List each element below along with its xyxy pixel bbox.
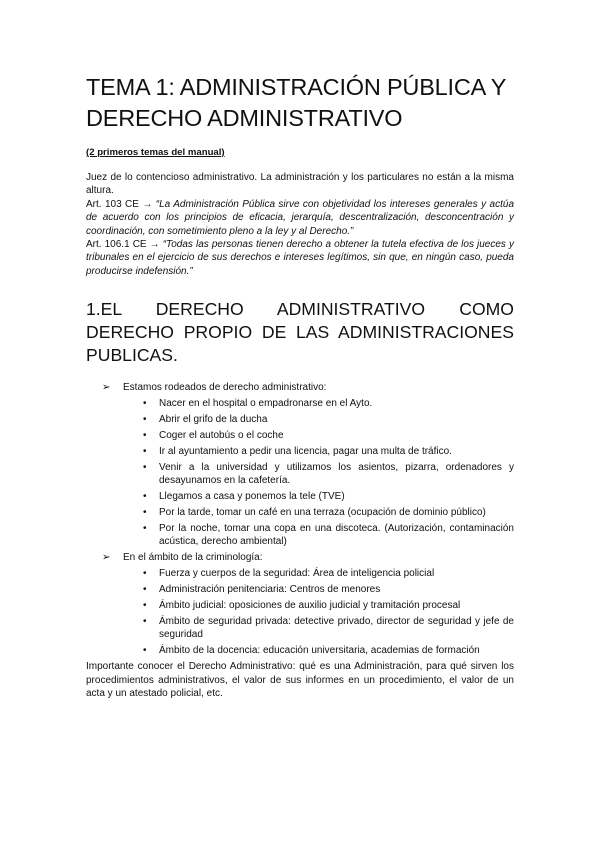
arrow-bullet-icon: ➢ [102, 552, 111, 564]
sub-list [123, 397, 514, 549]
group-criminologia [86, 551, 514, 657]
section-heading: 1.EL DERECHO ADMINISTRATIVO COMO DERECHO PROPIO DE LAS ADMINISTRACIONES PUBLICAS. [86, 299, 514, 366]
list-item [123, 490, 514, 503]
art-106-label: Art. 106.1 CE → [86, 239, 160, 251]
list-item-text: Ir al ayuntamiento a pedir una licencia, pagar una multa de tráfico. [159, 445, 452, 457]
bullet-icon: • [143, 445, 147, 457]
list-item [123, 615, 514, 642]
intro-paragraph: Juez de lo contencioso administrativo. La administración y los particulares no están a la misma altura. [86, 172, 514, 197]
outline-list [86, 381, 514, 657]
bullet-icon: • [143, 523, 147, 535]
list-item-text: Por la tarde, tomar un café en una terraza (ocupación de dominio público) [159, 507, 486, 519]
arrow-bullet-icon: ➢ [102, 382, 111, 394]
group-heading: En el ámbito de la criminología: [123, 552, 263, 564]
art-106-quote: “Todas las personas tienen derecho a obtener la tutela efectiva de los jueces y tribunales en el ejercicio de sus derechos e intereses legítimos, sin que, en ningún caso, pueda producirse indefensión.” [86, 239, 514, 277]
list-item-text: Coger el autobús o el coche [159, 429, 284, 441]
list-item [123, 445, 514, 458]
list-item [123, 506, 514, 519]
bullet-icon: • [143, 507, 147, 519]
list-item-text: Abrir el grifo de la ducha [159, 413, 268, 425]
list-item-text: Ámbito de la docencia: educación universitaria, academias de formación [159, 645, 480, 657]
bullet-icon: • [143, 461, 147, 473]
closing-paragraph: Importante conocer el Derecho Administrativo: qué es una Administración, para qué sirven los procedimientos administrativos, el valor de sus informes en un procedimiento, el valor de un acta y un atestado policial, etc. [86, 661, 514, 700]
bullet-icon: • [143, 397, 147, 409]
bullet-icon: • [143, 615, 147, 627]
art-103-label: Art. 103 CE → [86, 198, 153, 210]
list-item [123, 567, 514, 580]
list-item [123, 522, 514, 549]
list-item [123, 583, 514, 596]
list-item-text: Ámbito de seguridad privada: detective privado, director de seguridad y jefe de seguridad [159, 615, 514, 641]
list-item [123, 413, 514, 426]
art-103-quote: “La Administración Pública sirve con objetividad los intereses generales y actúa de acuerdo con los principios de eficacia, jerarquía, descentralización, desconcentración y coordinación, con sometimiento pleno a la ley y al Derecho.” [86, 198, 515, 237]
group-derecho-administrativo [86, 381, 514, 549]
art-106-paragraph [86, 238, 514, 278]
document-title: TEMA 1: ADMINISTRACIÓN PÚBLICA Y DERECHO ADMINISTRATIVO [86, 74, 506, 131]
list-item [123, 429, 514, 442]
bullet-icon: • [143, 583, 147, 595]
art-103-paragraph [86, 198, 514, 238]
list-item-text: Por la noche, tomar una copa en una discoteca. (Autorización, contaminación acústica, derecho ambiental) [159, 523, 514, 548]
list-item-text: Venir a la universidad y utilizamos los asientos, pizarra, ordenadores y desayunamos en la cafetería. [159, 461, 514, 487]
list-item [123, 599, 514, 612]
sub-list [123, 567, 514, 658]
bullet-icon: • [143, 645, 147, 657]
list-item-text: Administración penitenciaria: Centros de menores [159, 583, 381, 595]
bullet-icon: • [143, 567, 147, 579]
list-item [123, 644, 514, 657]
list-item-text: Nacer en el hospital o empadronarse en el Ayto. [159, 397, 373, 409]
list-item-text: Fuerza y cuerpos de la seguridad: Área de inteligencia policial [159, 567, 435, 579]
document-page [86, 72, 514, 701]
group-heading: Estamos rodeados de derecho administrativo: [123, 382, 327, 394]
document-subtitle: (2 primeros temas del manual) [86, 147, 225, 158]
list-item-text: Llegamos a casa y ponemos la tele (TVE) [159, 491, 345, 503]
list-item [123, 397, 514, 410]
list-item-text: Ámbito judicial: oposiciones de auxilio judicial y tramitación procesal [159, 599, 461, 611]
bullet-icon: • [143, 413, 147, 425]
bullet-icon: • [143, 429, 147, 441]
bullet-icon: • [143, 599, 147, 611]
bullet-icon: • [143, 491, 147, 503]
list-item [123, 461, 514, 488]
